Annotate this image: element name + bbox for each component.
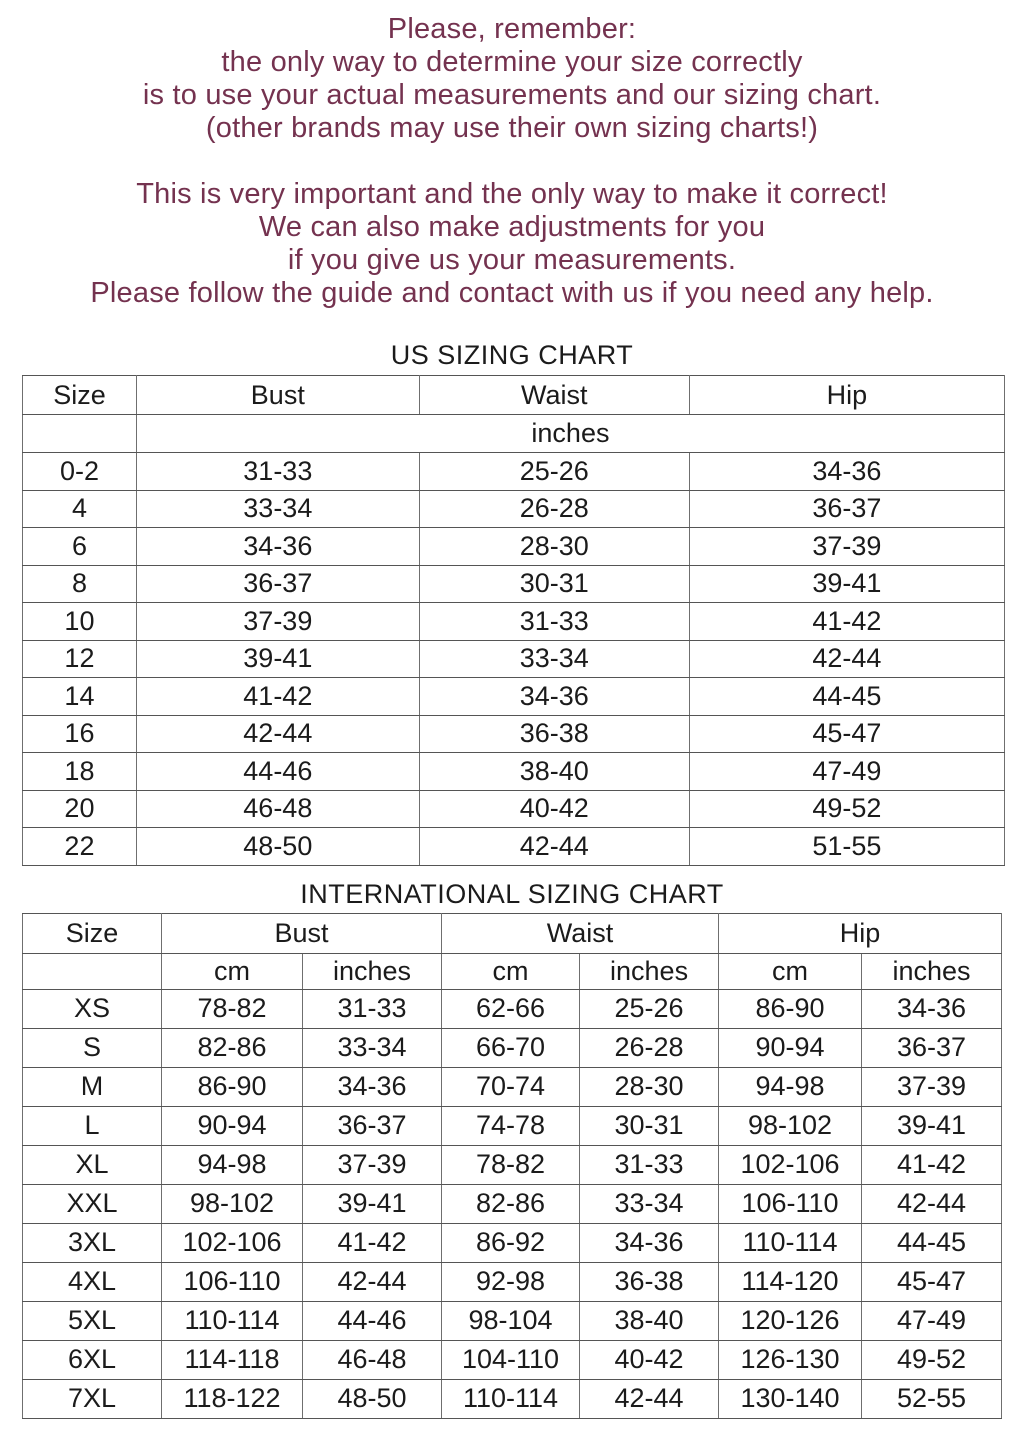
unit-label-cell: cm xyxy=(442,953,580,989)
column-header-size: Size xyxy=(23,376,137,415)
table-row xyxy=(23,1145,1002,1184)
intl-table-body xyxy=(23,989,1002,1418)
column-header-bust: Bust xyxy=(136,376,419,415)
table-cell: 45-47 xyxy=(689,715,1004,753)
table-row xyxy=(23,565,1005,603)
table-cell: 38-40 xyxy=(580,1301,719,1340)
table-cell: 47-49 xyxy=(861,1301,1001,1340)
table-cell: 78-82 xyxy=(162,989,303,1028)
table-cell: 30-31 xyxy=(580,1106,719,1145)
table-row xyxy=(23,1340,1002,1379)
table-cell: 26-28 xyxy=(419,490,689,528)
intro-line: if you give us your measurements. xyxy=(287,244,737,276)
table-cell: 114-118 xyxy=(162,1340,303,1379)
international-sizing-table xyxy=(22,913,1002,1419)
table-cell: 48-50 xyxy=(136,828,419,866)
table-cell: XS xyxy=(23,989,162,1028)
table-row xyxy=(23,603,1005,641)
table-cell: 39-41 xyxy=(302,1184,441,1223)
column-header-hip: Hip xyxy=(689,376,1004,415)
table-cell: 22 xyxy=(23,828,137,866)
table-cell: 44-45 xyxy=(861,1223,1001,1262)
table-cell: 6 xyxy=(23,528,137,566)
intro-line: Please follow the guide and contact with us if you need any help. xyxy=(90,277,934,309)
table-cell: 31-33 xyxy=(419,603,689,641)
table-cell: 37-39 xyxy=(689,528,1004,566)
table-cell: 14 xyxy=(23,678,137,716)
table-row xyxy=(23,1223,1002,1262)
table-cell: 47-49 xyxy=(689,753,1004,791)
table-cell: 44-46 xyxy=(136,753,419,791)
table-cell: 46-48 xyxy=(136,790,419,828)
table-cell: 39-41 xyxy=(861,1106,1001,1145)
intro-text xyxy=(0,0,1024,310)
column-header-waist: Waist xyxy=(442,913,719,953)
table-cell: 49-52 xyxy=(861,1340,1001,1379)
table-cell: 106-110 xyxy=(719,1184,862,1223)
table-cell: 42-44 xyxy=(580,1379,719,1418)
table-cell: 94-98 xyxy=(719,1067,862,1106)
table-cell: 102-106 xyxy=(719,1145,862,1184)
table-cell: 42-44 xyxy=(419,828,689,866)
intro-line: the only way to determine your size correctly xyxy=(221,46,803,78)
table-row xyxy=(23,678,1005,716)
table-cell: 92-98 xyxy=(442,1262,580,1301)
table-row xyxy=(23,753,1005,791)
table-cell: 44-46 xyxy=(302,1301,441,1340)
unit-label-cell: cm xyxy=(719,953,862,989)
table-cell: 70-74 xyxy=(442,1067,580,1106)
us-table-unit-row xyxy=(23,415,1005,453)
us-table-header-row xyxy=(23,376,1005,415)
table-cell: XXL xyxy=(23,1184,162,1223)
table-cell: 62-66 xyxy=(442,989,580,1028)
unit-label-cell: inches xyxy=(580,953,719,989)
table-cell: 34-36 xyxy=(302,1067,441,1106)
unit-label-cell: inches xyxy=(302,953,441,989)
table-row xyxy=(23,1184,1002,1223)
table-row xyxy=(23,1379,1002,1418)
table-cell: 120-126 xyxy=(719,1301,862,1340)
intl-table-unit-row xyxy=(23,953,1002,989)
table-cell: 114-120 xyxy=(719,1262,862,1301)
table-cell: 12 xyxy=(23,640,137,678)
table-cell: 20 xyxy=(23,790,137,828)
table-cell: 16 xyxy=(23,715,137,753)
table-cell: 39-41 xyxy=(689,565,1004,603)
table-cell: 86-92 xyxy=(442,1223,580,1262)
table-cell: 66-70 xyxy=(442,1028,580,1067)
table-row xyxy=(23,828,1005,866)
international-chart-title: INTERNATIONAL SIZING CHART xyxy=(300,878,724,909)
table-cell: 0-2 xyxy=(23,453,137,491)
intl-table-header-row xyxy=(23,913,1002,953)
column-header-hip: Hip xyxy=(719,913,1002,953)
blank-cell xyxy=(23,415,137,453)
table-cell: 98-104 xyxy=(442,1301,580,1340)
table-cell: 33-34 xyxy=(302,1028,441,1067)
table-cell: 30-31 xyxy=(419,565,689,603)
table-cell: 40-42 xyxy=(419,790,689,828)
table-cell: 74-78 xyxy=(442,1106,580,1145)
intro-line: We can also make adjustments for you xyxy=(258,211,766,243)
table-cell: 130-140 xyxy=(719,1379,862,1418)
table-cell: 90-94 xyxy=(162,1106,303,1145)
table-cell: 42-44 xyxy=(861,1184,1001,1223)
table-cell: 104-110 xyxy=(442,1340,580,1379)
table-cell: 4 xyxy=(23,490,137,528)
table-cell: 98-102 xyxy=(719,1106,862,1145)
intro-line: (other brands may use their own sizing charts!) xyxy=(205,112,819,144)
table-cell: 41-42 xyxy=(861,1145,1001,1184)
table-cell: 4XL xyxy=(23,1262,162,1301)
table-cell: 38-40 xyxy=(419,753,689,791)
table-cell: 36-37 xyxy=(136,565,419,603)
table-cell: 118-122 xyxy=(162,1379,303,1418)
table-cell: 41-42 xyxy=(689,603,1004,641)
table-row xyxy=(23,1067,1002,1106)
table-cell: 18 xyxy=(23,753,137,791)
table-row xyxy=(23,528,1005,566)
table-cell: 82-86 xyxy=(162,1028,303,1067)
table-cell: 7XL xyxy=(23,1379,162,1418)
table-cell: 5XL xyxy=(23,1301,162,1340)
table-cell: 3XL xyxy=(23,1223,162,1262)
intro-line: is to use your actual measurements and our sizing chart. xyxy=(142,79,882,111)
table-cell: 41-42 xyxy=(136,678,419,716)
table-cell: 42-44 xyxy=(302,1262,441,1301)
table-cell: 36-37 xyxy=(689,490,1004,528)
table-cell: S xyxy=(23,1028,162,1067)
us-sizing-table xyxy=(22,375,1005,866)
table-cell: 10 xyxy=(23,603,137,641)
table-cell: 36-37 xyxy=(302,1106,441,1145)
table-row xyxy=(23,453,1005,491)
table-cell: 106-110 xyxy=(162,1262,303,1301)
table-cell: XL xyxy=(23,1145,162,1184)
table-row xyxy=(23,989,1002,1028)
intro-line: Please, remember: xyxy=(387,13,637,45)
table-cell: 31-33 xyxy=(302,989,441,1028)
unit-label-cell: cm xyxy=(162,953,303,989)
unit-label-cell: inches xyxy=(861,953,1001,989)
table-cell: 6XL xyxy=(23,1340,162,1379)
table-cell: 34-36 xyxy=(136,528,419,566)
intro-line: This is very important and the only way to make it correct! xyxy=(136,178,888,210)
us-chart-title: US SIZING CHART xyxy=(390,340,634,370)
table-row xyxy=(23,715,1005,753)
table-cell: 37-39 xyxy=(136,603,419,641)
table-cell: 78-82 xyxy=(442,1145,580,1184)
table-cell: 34-36 xyxy=(419,678,689,716)
table-cell: 34-36 xyxy=(580,1223,719,1262)
table-cell: 98-102 xyxy=(162,1184,303,1223)
table-cell: 33-34 xyxy=(136,490,419,528)
table-cell: M xyxy=(23,1067,162,1106)
table-cell: 90-94 xyxy=(719,1028,862,1067)
table-cell: 36-38 xyxy=(580,1262,719,1301)
unit-label-cell: inches xyxy=(136,415,1004,453)
table-cell: 36-37 xyxy=(861,1028,1001,1067)
table-cell: 41-42 xyxy=(302,1223,441,1262)
table-cell: 25-26 xyxy=(580,989,719,1028)
table-cell: 42-44 xyxy=(136,715,419,753)
table-cell: 126-130 xyxy=(719,1340,862,1379)
table-cell: 33-34 xyxy=(580,1184,719,1223)
table-cell: 46-48 xyxy=(302,1340,441,1379)
us-table-body xyxy=(23,453,1005,866)
table-row xyxy=(23,640,1005,678)
table-cell: 26-28 xyxy=(580,1028,719,1067)
table-cell: 34-36 xyxy=(689,453,1004,491)
table-cell: 44-45 xyxy=(689,678,1004,716)
table-cell: 40-42 xyxy=(580,1340,719,1379)
table-cell: 49-52 xyxy=(689,790,1004,828)
table-cell: 25-26 xyxy=(419,453,689,491)
table-row xyxy=(23,790,1005,828)
table-cell: 45-47 xyxy=(861,1262,1001,1301)
table-cell: 31-33 xyxy=(580,1145,719,1184)
table-cell: 31-33 xyxy=(136,453,419,491)
table-cell: 28-30 xyxy=(580,1067,719,1106)
table-cell: 28-30 xyxy=(419,528,689,566)
table-cell: L xyxy=(23,1106,162,1145)
table-cell: 82-86 xyxy=(442,1184,580,1223)
table-row xyxy=(23,1106,1002,1145)
table-cell: 110-114 xyxy=(162,1301,303,1340)
table-cell: 42-44 xyxy=(689,640,1004,678)
table-cell: 37-39 xyxy=(302,1145,441,1184)
table-cell: 86-90 xyxy=(719,989,862,1028)
table-row xyxy=(23,1028,1002,1067)
table-row xyxy=(23,490,1005,528)
table-cell: 48-50 xyxy=(302,1379,441,1418)
column-header-bust: Bust xyxy=(162,913,442,953)
table-cell: 110-114 xyxy=(442,1379,580,1418)
table-cell: 36-38 xyxy=(419,715,689,753)
table-row xyxy=(23,1262,1002,1301)
table-cell: 8 xyxy=(23,565,137,603)
table-cell: 33-34 xyxy=(419,640,689,678)
table-cell: 86-90 xyxy=(162,1067,303,1106)
table-cell: 110-114 xyxy=(719,1223,862,1262)
table-cell: 34-36 xyxy=(861,989,1001,1028)
column-header-waist: Waist xyxy=(419,376,689,415)
table-row xyxy=(23,1301,1002,1340)
blank-cell xyxy=(23,953,162,989)
table-cell: 51-55 xyxy=(689,828,1004,866)
table-cell: 94-98 xyxy=(162,1145,303,1184)
table-cell: 39-41 xyxy=(136,640,419,678)
table-cell: 52-55 xyxy=(861,1379,1001,1418)
column-header-size: Size xyxy=(23,913,162,953)
paragraph-spacer xyxy=(0,145,1024,178)
table-cell: 102-106 xyxy=(162,1223,303,1262)
table-cell: 37-39 xyxy=(861,1067,1001,1106)
